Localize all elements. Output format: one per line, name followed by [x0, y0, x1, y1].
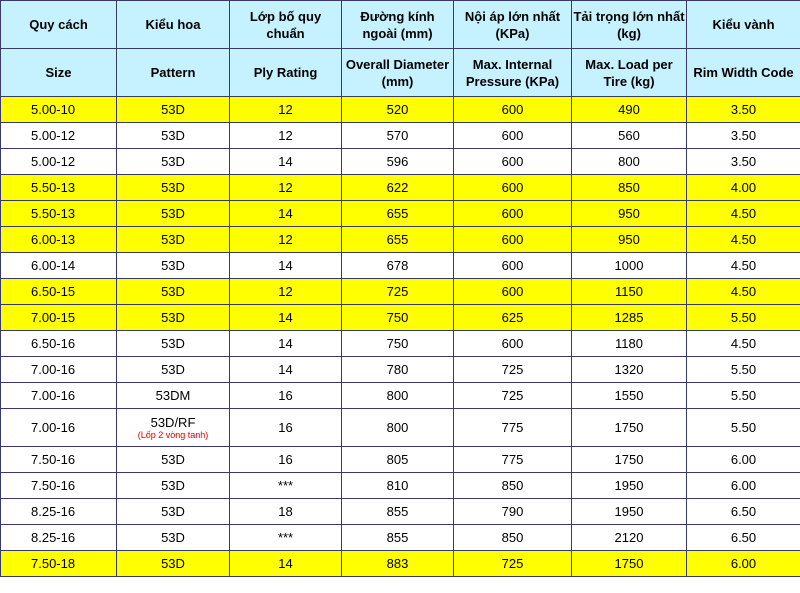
cell-max-pressure	[454, 227, 572, 253]
header-diameter-vi: Đường kính ngoài (mm)	[342, 1, 454, 49]
table-row	[1, 253, 800, 279]
cell-size	[1, 473, 117, 499]
rim-width-value: 5.50	[730, 310, 757, 325]
header-load-vi: Tải trọng lớn nhất (kg)	[572, 1, 687, 49]
table-row	[1, 201, 800, 227]
size-value: 5.50-13	[31, 180, 76, 195]
cell-max-load	[572, 175, 687, 201]
table-body	[1, 97, 800, 577]
ply-rating-value: 14	[278, 154, 293, 169]
max-pressure-value: 600	[501, 180, 524, 195]
cell-max-load	[572, 227, 687, 253]
overall-diameter-value: 855	[386, 530, 409, 545]
header-load-en: Max. Load per Tire (kg)	[572, 49, 687, 97]
rim-width-value: 3.50	[730, 154, 757, 169]
rim-width-value: 4.50	[730, 284, 757, 299]
cell-pattern	[117, 227, 230, 253]
cell-overall-diameter	[342, 331, 454, 357]
pattern-value: 53D	[161, 206, 185, 221]
cell-overall-diameter	[342, 409, 454, 447]
cell-max-pressure	[454, 331, 572, 357]
cell-max-pressure	[454, 97, 572, 123]
cell-size	[1, 357, 117, 383]
pattern-value: 53D	[161, 336, 185, 351]
table-row	[1, 175, 800, 201]
max-pressure-value: 600	[501, 154, 524, 169]
max-pressure-value: 725	[501, 556, 524, 571]
cell-overall-diameter	[342, 227, 454, 253]
header-size-vi: Quy cách	[1, 1, 117, 49]
cell-pattern	[117, 473, 230, 499]
header-ply-vi: Lớp bố quy chuẩn	[230, 1, 342, 49]
ply-rating-value: 12	[278, 284, 293, 299]
cell-pattern	[117, 383, 230, 409]
cell-ply-rating	[230, 97, 342, 123]
max-pressure-value: 600	[501, 284, 524, 299]
size-value: 5.00-12	[31, 128, 76, 143]
ply-rating-value: 14	[278, 310, 293, 325]
cell-overall-diameter	[342, 97, 454, 123]
cell-overall-diameter	[342, 305, 454, 331]
max-load-value: 1000	[614, 258, 644, 273]
cell-pattern	[117, 525, 230, 551]
cell-rim-width	[687, 279, 800, 305]
ply-rating-value: 18	[278, 504, 293, 519]
max-load-value: 850	[618, 180, 640, 195]
max-load-value: 1950	[614, 504, 644, 519]
table-row	[1, 331, 800, 357]
cell-size	[1, 447, 117, 473]
max-load-value: 1180	[615, 336, 643, 351]
table-row	[1, 409, 800, 447]
overall-diameter-value: 780	[386, 362, 409, 377]
overall-diameter-value: 622	[386, 180, 409, 195]
rim-width-value: 5.50	[730, 362, 757, 377]
cell-max-load	[572, 409, 687, 447]
cell-size	[1, 525, 117, 551]
cell-overall-diameter	[342, 123, 454, 149]
cell-ply-rating	[230, 201, 342, 227]
header-ply-en: Ply Rating	[230, 49, 342, 97]
cell-size	[1, 279, 117, 305]
overall-diameter-value: 805	[386, 452, 409, 467]
size-value: 8.25-16	[31, 504, 76, 519]
cell-pattern	[117, 123, 230, 149]
cell-rim-width	[687, 305, 800, 331]
overall-diameter-value: 596	[386, 154, 409, 169]
header-pressure-vi: Nội áp lớn nhất (KPa)	[454, 1, 572, 49]
max-load-value: 1550	[614, 388, 644, 403]
header-size-en: Size	[1, 49, 117, 97]
pattern-value: 53D	[161, 530, 185, 545]
pattern-note: (Lốp 2 vòng tanh)	[137, 429, 209, 440]
cell-rim-width	[687, 175, 800, 201]
cell-max-load	[572, 305, 687, 331]
cell-overall-diameter	[342, 201, 454, 227]
cell-size	[1, 409, 117, 447]
cell-max-pressure	[454, 305, 572, 331]
cell-rim-width	[687, 201, 800, 227]
overall-diameter-value: 520	[386, 102, 409, 117]
table-row	[1, 525, 800, 551]
cell-ply-rating	[230, 305, 342, 331]
cell-max-pressure	[454, 409, 572, 447]
overall-diameter-value: 883	[386, 556, 409, 571]
cell-ply-rating	[230, 473, 342, 499]
cell-rim-width	[687, 383, 800, 409]
cell-overall-diameter	[342, 149, 454, 175]
size-value: 7.00-16	[31, 362, 76, 377]
max-pressure-value: 600	[501, 232, 524, 247]
max-load-value: 1750	[614, 420, 644, 435]
cell-rim-width	[687, 551, 800, 577]
max-pressure-value: 600	[501, 336, 524, 351]
ply-rating-value: 16	[278, 452, 293, 467]
max-load-value: 560	[618, 128, 640, 143]
header-rim-en: Rim Width Code	[687, 49, 800, 97]
cell-size	[1, 383, 117, 409]
cell-overall-diameter	[342, 499, 454, 525]
cell-rim-width	[687, 149, 800, 175]
cell-overall-diameter	[342, 279, 454, 305]
cell-max-pressure	[454, 123, 572, 149]
overall-diameter-value: 750	[386, 310, 409, 325]
cell-max-pressure	[454, 525, 572, 551]
cell-max-load	[572, 473, 687, 499]
rim-width-value: 4.50	[730, 232, 757, 247]
cell-size	[1, 97, 117, 123]
max-pressure-value: 600	[501, 258, 524, 273]
cell-max-pressure	[454, 447, 572, 473]
cell-ply-rating	[230, 227, 342, 253]
overall-diameter-value: 725	[386, 284, 409, 299]
cell-max-pressure	[454, 383, 572, 409]
cell-ply-rating	[230, 525, 342, 551]
max-load-value: 1750	[614, 452, 644, 467]
cell-pattern	[117, 551, 230, 577]
ply-rating-value: 12	[278, 128, 293, 143]
size-value: 8.25-16	[31, 530, 76, 545]
cell-size	[1, 331, 117, 357]
cell-max-pressure	[454, 473, 572, 499]
ply-rating-value: 12	[278, 180, 293, 195]
cell-rim-width	[687, 525, 800, 551]
size-value: 7.00-16	[31, 420, 76, 435]
max-pressure-value: 850	[501, 530, 524, 545]
cell-size	[1, 499, 117, 525]
cell-size	[1, 149, 117, 175]
cell-rim-width	[687, 331, 800, 357]
size-value: 5.50-13	[31, 206, 76, 221]
cell-max-pressure	[454, 201, 572, 227]
cell-rim-width	[687, 357, 800, 383]
overall-diameter-value: 570	[386, 128, 409, 143]
header-row-english	[1, 49, 800, 97]
cell-max-pressure	[454, 175, 572, 201]
cell-overall-diameter	[342, 525, 454, 551]
table-row	[1, 123, 800, 149]
rim-width-value: 6.00	[730, 556, 757, 571]
pattern-value: 53D	[161, 310, 185, 325]
cell-ply-rating	[230, 149, 342, 175]
cell-ply-rating	[230, 383, 342, 409]
table-header	[1, 1, 800, 97]
max-load-value: 800	[618, 154, 640, 169]
max-load-value: 490	[618, 102, 640, 117]
rim-width-value: 3.50	[730, 128, 757, 143]
cell-max-load	[572, 201, 687, 227]
pattern-value: 53D/RF	[150, 414, 196, 430]
max-pressure-value: 600	[501, 206, 524, 221]
overall-diameter-value: 750	[386, 336, 409, 351]
max-pressure-value: 790	[501, 504, 524, 519]
cell-max-load	[572, 123, 687, 149]
max-load-value: 1750	[614, 556, 644, 571]
cell-overall-diameter	[342, 357, 454, 383]
rim-width-value: 6.50	[730, 504, 757, 519]
rim-width-value: 4.50	[730, 258, 757, 273]
max-pressure-value: 625	[501, 310, 524, 325]
overall-diameter-value: 800	[386, 388, 409, 403]
cell-max-load	[572, 149, 687, 175]
ply-rating-value: 12	[278, 232, 293, 247]
size-value: 5.00-10	[31, 102, 76, 117]
cell-max-pressure	[454, 279, 572, 305]
cell-pattern	[117, 305, 230, 331]
overall-diameter-value: 655	[386, 232, 409, 247]
size-value: 7.50-16	[31, 478, 76, 493]
rim-width-value: 6.50	[730, 530, 757, 545]
max-pressure-value: 600	[501, 128, 524, 143]
pattern-value: 53D	[161, 284, 185, 299]
max-pressure-value: 725	[501, 362, 524, 377]
pattern-value: 53DM	[155, 388, 191, 403]
cell-max-load	[572, 499, 687, 525]
cell-overall-diameter	[342, 551, 454, 577]
ply-rating-value: 14	[278, 556, 293, 571]
cell-pattern	[117, 175, 230, 201]
overall-diameter-value: 800	[386, 420, 409, 435]
cell-max-load	[572, 97, 687, 123]
rim-width-value: 4.00	[730, 180, 757, 195]
size-value: 6.50-15	[31, 284, 76, 299]
table-row	[1, 473, 800, 499]
ply-rating-value: ***	[277, 478, 294, 493]
cell-size	[1, 123, 117, 149]
max-load-value: 1285	[614, 310, 644, 325]
size-value: 6.50-16	[31, 336, 76, 351]
cell-max-pressure	[454, 551, 572, 577]
size-value: 7.50-16	[31, 452, 76, 467]
ply-rating-value: 14	[278, 258, 293, 273]
table-row	[1, 357, 800, 383]
cell-max-load	[572, 253, 687, 279]
rim-width-value: 6.00	[730, 478, 757, 493]
cell-max-load	[572, 447, 687, 473]
pattern-value: 53D	[161, 102, 185, 117]
cell-pattern	[117, 499, 230, 525]
overall-diameter-value: 655	[386, 206, 409, 221]
cell-ply-rating	[230, 331, 342, 357]
cell-overall-diameter	[342, 473, 454, 499]
max-pressure-value: 775	[501, 420, 524, 435]
ply-rating-value: 16	[278, 388, 293, 403]
cell-pattern	[117, 331, 230, 357]
table-row	[1, 447, 800, 473]
rim-width-value: 4.50	[730, 206, 757, 221]
cell-max-pressure	[454, 149, 572, 175]
max-pressure-value: 600	[501, 102, 524, 117]
pattern-value: 53D	[161, 504, 185, 519]
ply-rating-value: 14	[278, 206, 293, 221]
cell-overall-diameter	[342, 253, 454, 279]
cell-ply-rating	[230, 551, 342, 577]
cell-size	[1, 227, 117, 253]
max-load-value: 1150	[615, 284, 643, 299]
max-pressure-value: 725	[501, 388, 524, 403]
cell-size	[1, 201, 117, 227]
cell-ply-rating	[230, 499, 342, 525]
cell-max-pressure	[454, 253, 572, 279]
table-row	[1, 97, 800, 123]
cell-max-pressure	[454, 499, 572, 525]
table-row	[1, 149, 800, 175]
rim-width-value: 5.50	[730, 388, 757, 403]
cell-ply-rating	[230, 175, 342, 201]
ply-rating-value: 16	[278, 420, 293, 435]
table-row	[1, 383, 800, 409]
header-pattern-vi: Kiểu hoa	[117, 1, 230, 49]
rim-width-value: 3.50	[730, 102, 757, 117]
cell-rim-width	[687, 253, 800, 279]
cell-rim-width	[687, 123, 800, 149]
overall-diameter-value: 678	[386, 258, 409, 273]
cell-ply-rating	[230, 447, 342, 473]
cell-size	[1, 175, 117, 201]
cell-ply-rating	[230, 357, 342, 383]
cell-max-load	[572, 383, 687, 409]
ply-rating-value: 14	[278, 362, 293, 377]
cell-pattern	[117, 447, 230, 473]
ply-rating-value: ***	[277, 530, 294, 545]
size-value: 7.00-16	[31, 388, 76, 403]
pattern-value: 53D	[161, 180, 185, 195]
size-value: 7.50-18	[31, 556, 76, 571]
cell-size	[1, 253, 117, 279]
cell-rim-width	[687, 447, 800, 473]
overall-diameter-value: 855	[386, 504, 409, 519]
cell-rim-width	[687, 499, 800, 525]
rim-width-value: 5.50	[730, 420, 757, 435]
cell-overall-diameter	[342, 383, 454, 409]
cell-max-load	[572, 357, 687, 383]
header-diameter-en: Overall Diameter (mm)	[342, 49, 454, 97]
size-value: 7.00-15	[31, 310, 76, 325]
cell-pattern	[117, 409, 230, 447]
cell-max-load	[572, 551, 687, 577]
size-value: 6.00-13	[31, 232, 76, 247]
rim-width-value: 6.00	[730, 452, 757, 467]
cell-overall-diameter	[342, 447, 454, 473]
cell-overall-diameter	[342, 175, 454, 201]
header-row-vietnamese	[1, 1, 800, 49]
max-load-value: 1320	[614, 362, 644, 377]
cell-rim-width	[687, 473, 800, 499]
pattern-value: 53D	[161, 232, 185, 247]
pattern-value: 53D	[161, 258, 185, 273]
cell-pattern	[117, 357, 230, 383]
cell-size	[1, 305, 117, 331]
table-row	[1, 279, 800, 305]
cell-ply-rating	[230, 253, 342, 279]
max-pressure-value: 775	[501, 452, 524, 467]
cell-max-load	[572, 279, 687, 305]
cell-ply-rating	[230, 123, 342, 149]
cell-pattern	[117, 149, 230, 175]
table-row	[1, 551, 800, 577]
cell-max-load	[572, 525, 687, 551]
cell-pattern	[117, 201, 230, 227]
cell-ply-rating	[230, 279, 342, 305]
cell-rim-width	[687, 409, 800, 447]
table-row	[1, 499, 800, 525]
cell-pattern	[117, 97, 230, 123]
max-pressure-value: 850	[501, 478, 524, 493]
size-value: 5.00-12	[31, 154, 76, 169]
rim-width-value: 4.50	[730, 336, 757, 351]
size-value: 6.00-14	[31, 258, 76, 273]
cell-ply-rating	[230, 409, 342, 447]
header-rim-vi: Kiểu vành	[687, 1, 800, 49]
pattern-value: 53D	[161, 128, 185, 143]
pattern-value: 53D	[161, 478, 185, 493]
pattern-value: 53D	[161, 556, 185, 571]
cell-max-load	[572, 331, 687, 357]
max-load-value: 1950	[614, 478, 644, 493]
table-row	[1, 227, 800, 253]
max-load-value: 950	[618, 232, 640, 247]
pattern-value: 53D	[161, 362, 185, 377]
pattern-value: 53D	[161, 452, 185, 467]
cell-pattern	[117, 253, 230, 279]
ply-rating-value: 12	[278, 102, 293, 117]
cell-size	[1, 551, 117, 577]
pattern-value: 53D	[161, 154, 185, 169]
ply-rating-value: 14	[278, 336, 293, 351]
table-row	[1, 305, 800, 331]
cell-max-pressure	[454, 357, 572, 383]
overall-diameter-value: 810	[386, 478, 409, 493]
cell-rim-width	[687, 97, 800, 123]
header-pressure-en: Max. Internal Pressure (KPa)	[454, 49, 572, 97]
max-load-value: 2120	[614, 530, 644, 545]
cell-rim-width	[687, 227, 800, 253]
max-load-value: 950	[618, 206, 640, 221]
header-pattern-en: Pattern	[117, 49, 230, 97]
cell-pattern	[117, 279, 230, 305]
